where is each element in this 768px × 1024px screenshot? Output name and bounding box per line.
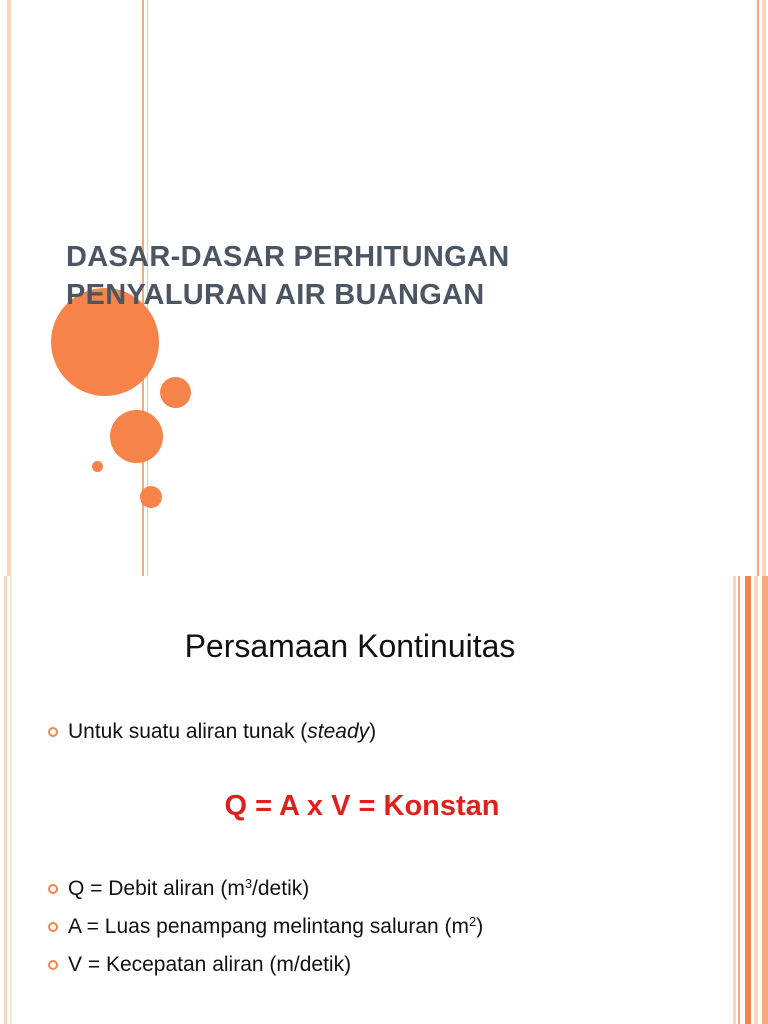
definition-item: [48, 914, 483, 939]
decorative-line: [762, 576, 768, 1024]
bullet-icon: [48, 922, 58, 932]
definition-item: [48, 952, 351, 977]
decorative-line: [745, 576, 751, 1024]
bullet-icon: [48, 960, 58, 970]
definition-text: Q = Debit aliran $(m^3/detik)$: [68, 876, 310, 900]
decorative-line: [7, 0, 11, 576]
decorative-circle-small: [160, 377, 191, 408]
decorative-line: [733, 576, 736, 1024]
decorative-circle-tiny: [92, 461, 103, 472]
decorative-circle-small: [140, 486, 162, 508]
continuity-formula: Q = A x V = Konstan: [224, 790, 500, 822]
decorative-line: [754, 576, 758, 1024]
decorative-line: [757, 0, 759, 576]
bullet-intro: [48, 720, 376, 744]
title-line-2: PENYALURAN AIR BUANGAN: [66, 279, 485, 311]
slide-title: [66, 238, 706, 314]
intro-text: [68, 720, 376, 744]
bullet-icon: [48, 884, 58, 894]
definition-text: V = Kecepatan aliran (m/detik): [68, 953, 352, 976]
intro-pre: Untuk suatu aliran tunak (: [68, 720, 308, 743]
slide-heading: Persamaan Kontinuitas: [184, 628, 516, 664]
decorative-line: [762, 0, 766, 576]
bullet-icon: [48, 727, 58, 737]
definition-item: [48, 876, 309, 901]
definition-text: A = Luas penampang melintang saluran $(m^2)$: [68, 914, 484, 938]
content-slide: [0, 576, 768, 1024]
title-line-1: DASAR-DASAR PERHITUNGAN: [66, 241, 510, 273]
decorative-line: [738, 576, 740, 1024]
intro-italic: steady: [307, 720, 370, 743]
decorative-circle-medium: [110, 410, 163, 463]
intro-post: ): [369, 720, 377, 743]
